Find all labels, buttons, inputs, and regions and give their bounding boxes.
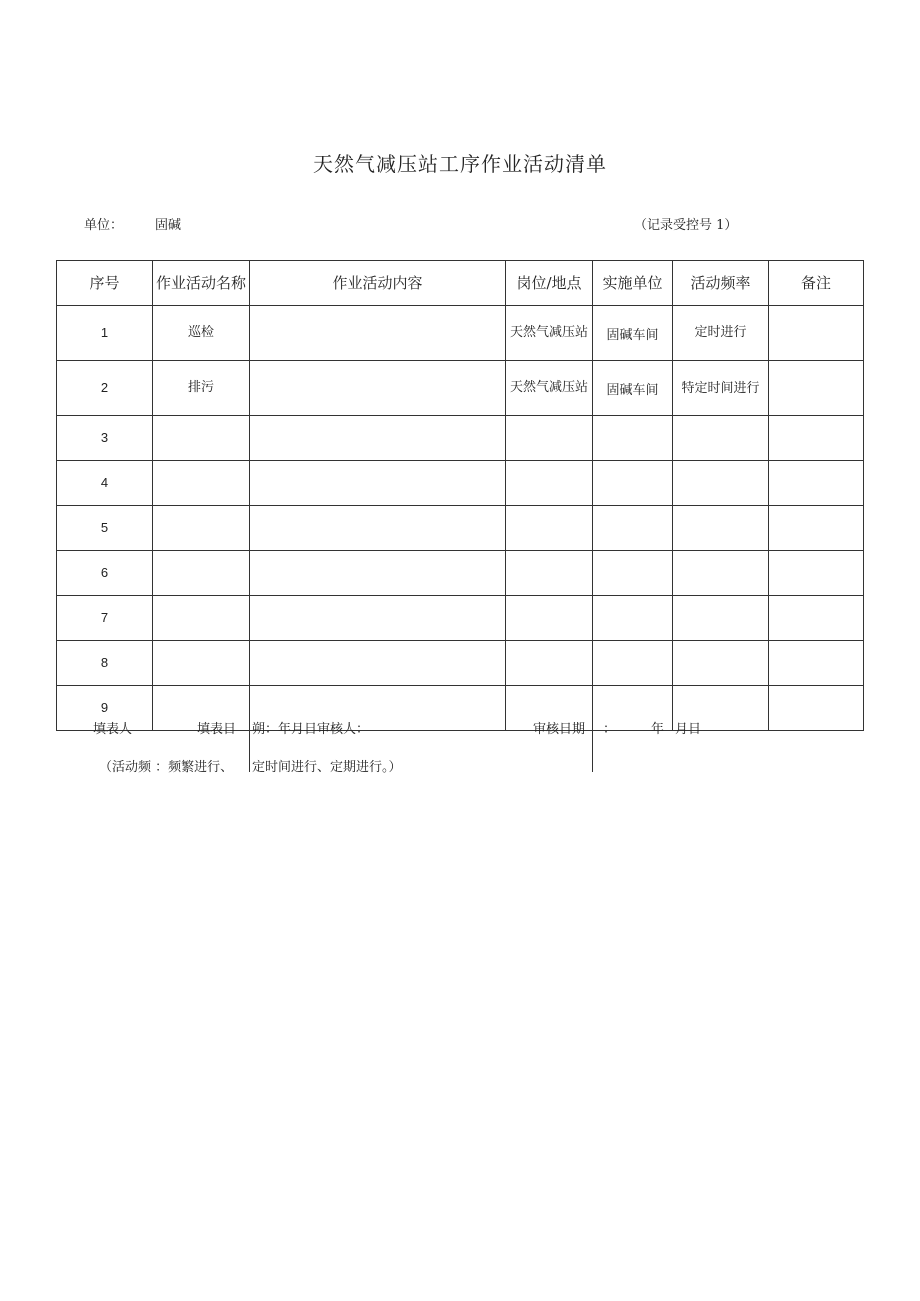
cell-post — [506, 506, 593, 551]
unit-label: 单位： — [84, 218, 124, 233]
cell-frequency — [673, 641, 769, 686]
cell-activity-name — [153, 641, 250, 686]
table-row — [57, 461, 864, 506]
fill-date-label: 填表日 — [197, 722, 237, 737]
header-post-location: 岗位/地点 — [506, 261, 593, 306]
cell-frequency — [673, 506, 769, 551]
table-header-row — [57, 261, 864, 306]
cell-seq: 6 — [57, 551, 153, 596]
cell-post — [506, 461, 593, 506]
cell-seq: 5 — [57, 506, 153, 551]
month-day-label: 月日 — [675, 722, 702, 737]
cell-seq: 1 — [57, 306, 153, 361]
table-row — [57, 506, 864, 551]
review-date-colon: ： — [603, 722, 617, 737]
table-row — [57, 416, 864, 461]
cell-frequency — [673, 551, 769, 596]
cell-frequency: 定时进行 — [673, 306, 769, 361]
cell-remarks — [769, 551, 864, 596]
header-activity-name: 作业活动名称 — [153, 261, 250, 306]
cell-remarks — [769, 641, 864, 686]
frequency-note-part1: （活动频 ：频繁进行、 — [99, 760, 234, 775]
cell-seq: 3 — [57, 416, 153, 461]
year-label: 年 — [651, 722, 665, 737]
document-title: 天然气减压站工序作业活动清单 — [313, 152, 607, 176]
fill-date-reviewer-label: 朔：年月日审核人： — [252, 722, 370, 737]
cell-seq: 7 — [57, 596, 153, 641]
filler-label: 填表人 — [93, 722, 133, 737]
cell-activity-name — [153, 596, 250, 641]
cell-post: 天然气减压站 — [506, 361, 593, 416]
header-remarks: 备注 — [769, 261, 864, 306]
cell-remarks — [769, 596, 864, 641]
cell-activity-content — [250, 416, 506, 461]
cell-activity-name — [153, 461, 250, 506]
cell-seq: 4 — [57, 461, 153, 506]
cell-frequency — [673, 596, 769, 641]
cell-remarks — [769, 416, 864, 461]
cell-unit — [593, 506, 673, 551]
cell-remarks — [769, 306, 864, 361]
header-frequency: 活动频率 — [673, 261, 769, 306]
cell-remarks — [769, 686, 864, 731]
cell-activity-content — [250, 461, 506, 506]
cell-activity-content — [250, 551, 506, 596]
table-row — [57, 361, 864, 416]
review-date-label: 审核日期 — [533, 722, 586, 737]
table-row — [57, 641, 864, 686]
cell-post: 天然气减压站 — [506, 306, 593, 361]
table-row — [57, 686, 864, 731]
table-row — [57, 551, 864, 596]
cell-post — [506, 641, 593, 686]
cell-seq: 2 — [57, 361, 153, 416]
cell-unit — [593, 596, 673, 641]
cell-activity-content — [250, 506, 506, 551]
cell-unit: 固碱车间 — [593, 306, 673, 361]
cell-remarks — [769, 361, 864, 416]
cell-unit — [593, 461, 673, 506]
cell-post — [506, 596, 593, 641]
footer-divider — [249, 715, 250, 772]
record-control-number: （记录受控号 1） — [634, 218, 738, 233]
cell-unit — [593, 416, 673, 461]
cell-activity-content — [250, 641, 506, 686]
cell-activity-name — [153, 551, 250, 596]
cell-frequency: 特定时间进行 — [673, 361, 769, 416]
cell-post — [506, 416, 593, 461]
header-implementing-unit: 实施单位 — [593, 261, 673, 306]
unit-value: 固碱 — [155, 218, 182, 233]
cell-frequency — [673, 416, 769, 461]
frequency-note-part2: 定时间进行、定期进行。） — [252, 760, 402, 775]
footer-divider — [592, 715, 593, 772]
cell-activity-name — [153, 506, 250, 551]
cell-remarks — [769, 461, 864, 506]
cell-seq: 8 — [57, 641, 153, 686]
header-activity-content: 作业活动内容 — [250, 261, 506, 306]
cell-post — [506, 551, 593, 596]
header-seq: 序号 — [57, 261, 153, 306]
cell-activity-content — [250, 361, 506, 416]
table-row — [57, 306, 864, 361]
cell-activity-name — [153, 416, 250, 461]
cell-activity-content — [250, 596, 506, 641]
cell-activity-name: 排污 — [153, 361, 250, 416]
cell-frequency — [673, 461, 769, 506]
cell-activity-content — [250, 306, 506, 361]
cell-activity-name: 巡检 — [153, 306, 250, 361]
activity-table — [56, 260, 864, 731]
cell-remarks — [769, 506, 864, 551]
cell-unit — [593, 641, 673, 686]
cell-unit: 固碱车间 — [593, 361, 673, 416]
cell-seq: 9 — [57, 686, 153, 731]
cell-unit — [593, 551, 673, 596]
table-row — [57, 596, 864, 641]
